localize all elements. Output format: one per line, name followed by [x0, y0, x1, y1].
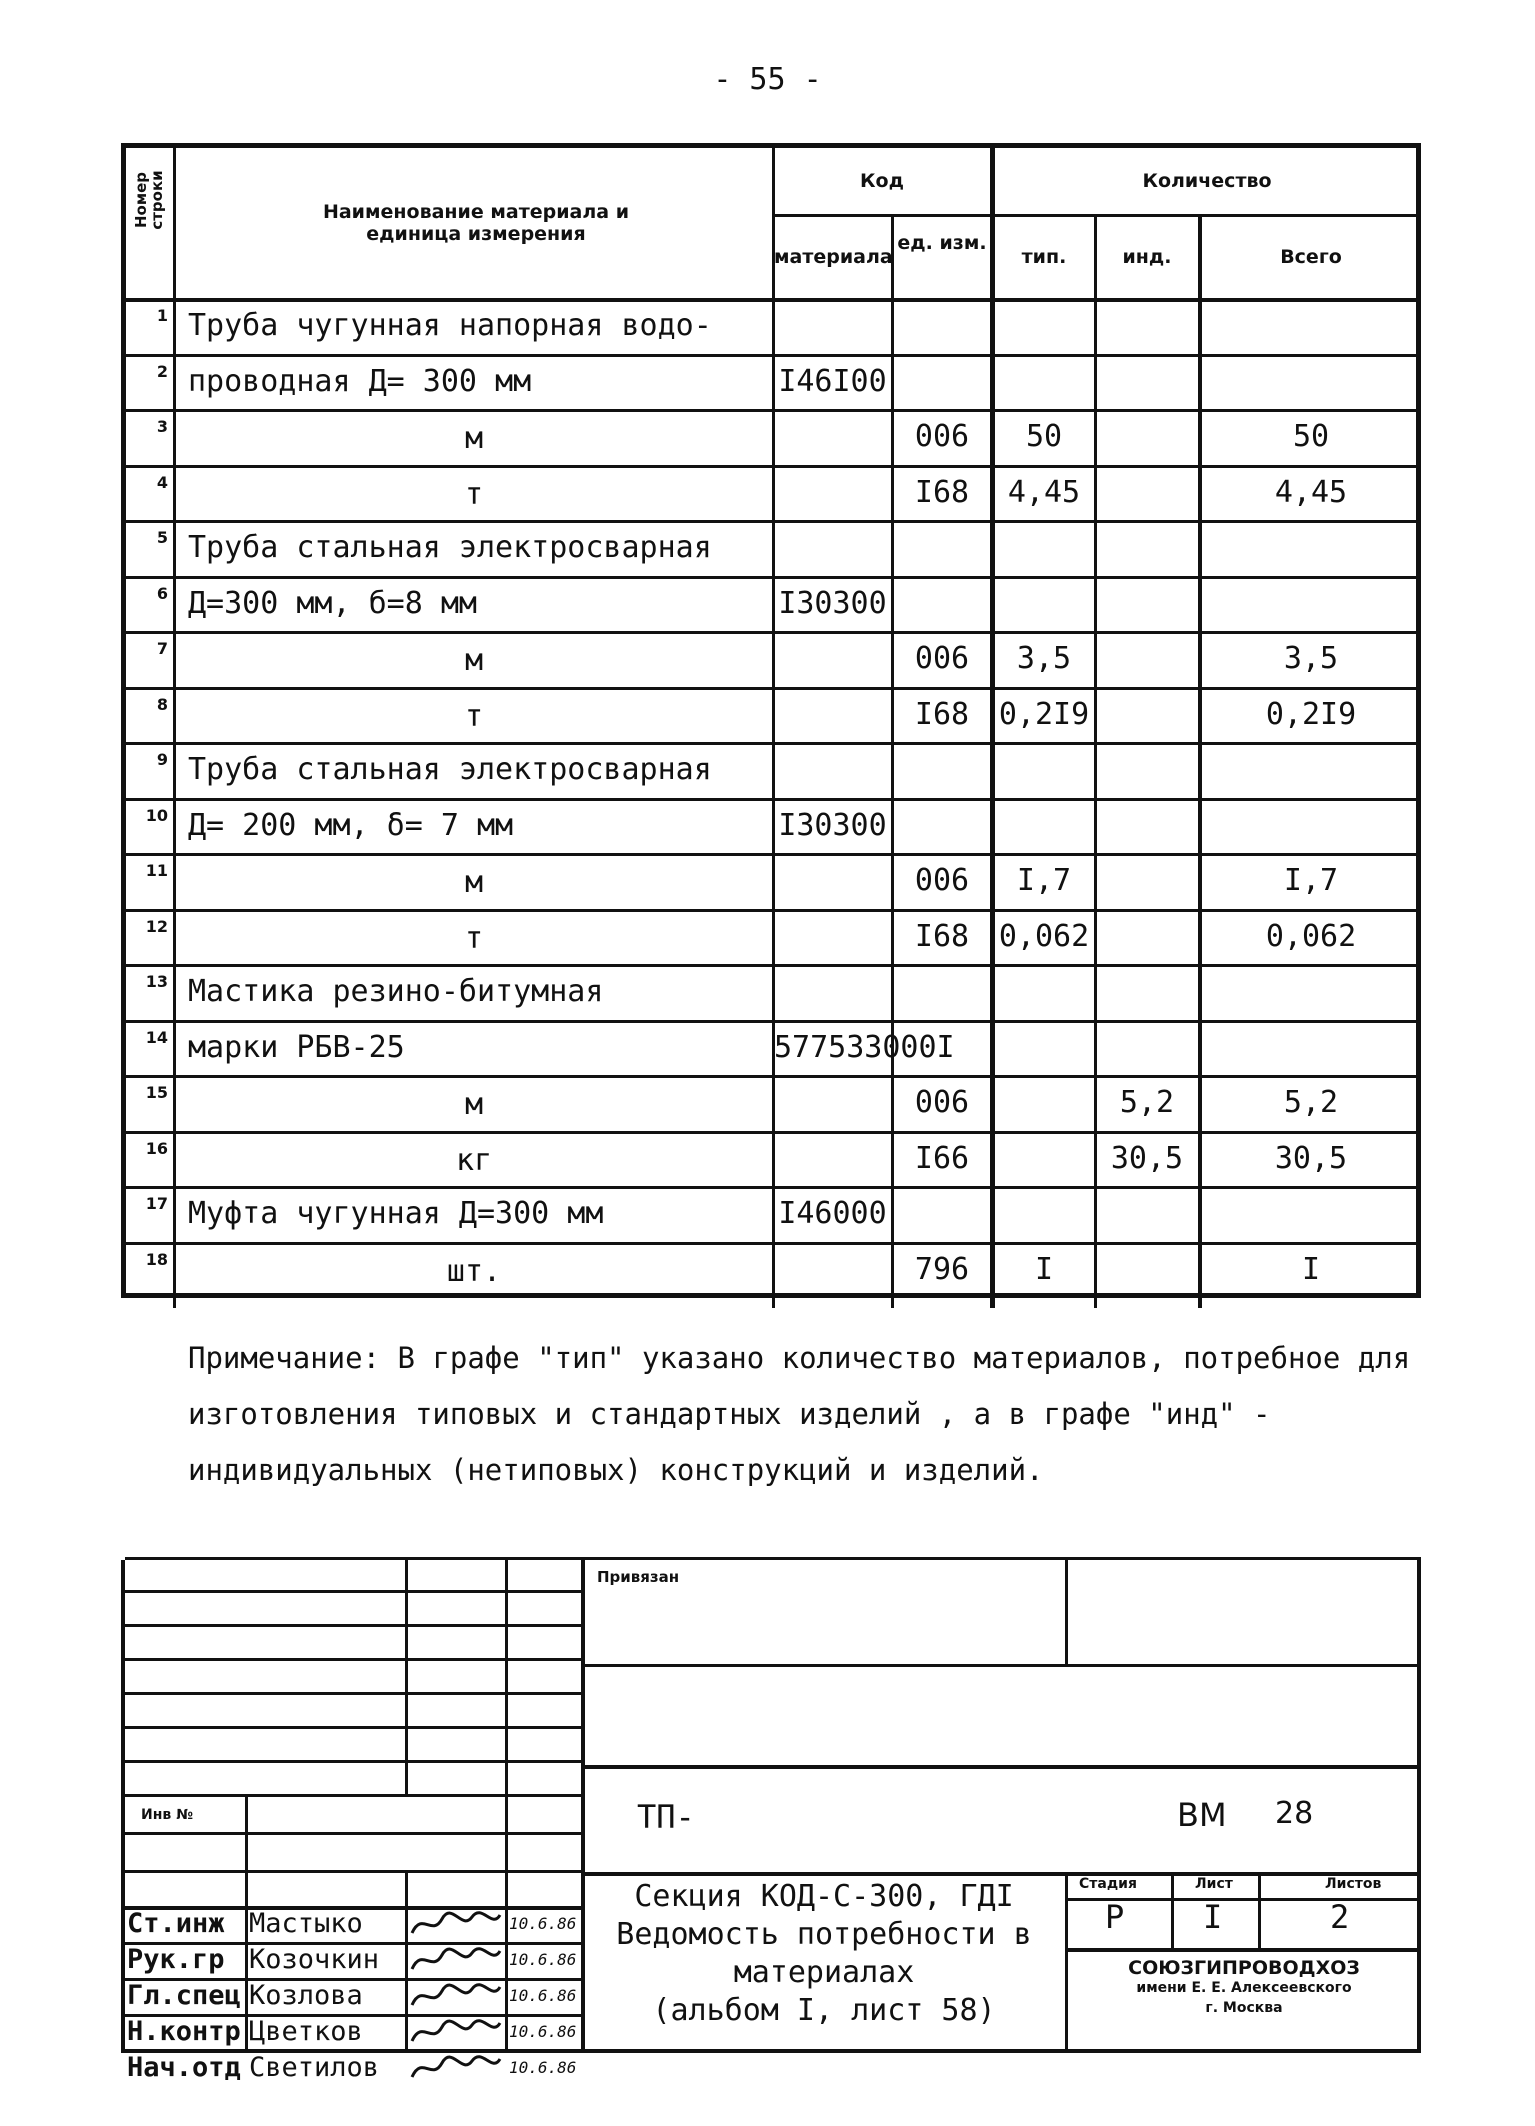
row-number: 2 [156, 361, 168, 381]
row-number: 14 [145, 1027, 168, 1047]
row-separator [126, 687, 1421, 690]
row-name: шт. [446, 1253, 502, 1289]
page-number: - 55 - [713, 62, 822, 97]
row-qty-total: 0,062 [1265, 918, 1357, 954]
note-text: Примечание: В графе "тип" указано количество материалов, потребное для изготовления типовых и стандартных изделий , а в графе "инд" - индивидуальных (нетиповых) конструкций и изделий. [188, 1341, 1411, 1487]
row-separator [126, 1131, 1421, 1134]
row-separator [126, 520, 1421, 523]
row-number: 13 [145, 972, 168, 991]
org-name: СОЮЗГИПРОВОДХОЗ [1128, 1957, 1360, 1979]
row-code: I46000 [778, 1196, 887, 1231]
signer-name: Светилов [249, 2052, 380, 2083]
row-qty-total: 0,2I9 [1265, 696, 1357, 732]
row-qty-typ: I,7 [1016, 863, 1072, 898]
row-separator [126, 909, 1421, 912]
document-title [585, 1878, 1063, 2030]
row-separator [126, 1075, 1421, 1078]
stage-label: Стадия [1079, 1876, 1137, 1892]
row-qty-typ: I [1034, 1251, 1054, 1287]
row-separator [126, 798, 1421, 801]
row-unit: I68 [914, 474, 970, 510]
row-number: 4 [156, 472, 168, 492]
row-code: 577533000I [774, 1029, 955, 1065]
signer-name: Мастыко [249, 1908, 363, 1939]
row-qty-total: I [1301, 1251, 1321, 1287]
header-qty-typ: тип. [1021, 246, 1067, 268]
sheet-value: I [1203, 1898, 1223, 1936]
row-separator [126, 576, 1421, 579]
sheets-value: 2 [1330, 1898, 1350, 1936]
row-separator [126, 354, 1421, 357]
header-code: Код [860, 170, 904, 192]
row-separator [126, 742, 1421, 745]
doc-code-mark: ВМ [1177, 1796, 1227, 1834]
row-name: Труба стальная электросварная [188, 530, 712, 565]
header-code-unit: ед. изм. [897, 232, 987, 254]
row-separator [126, 1186, 1421, 1189]
row-unit: I68 [914, 696, 970, 732]
row-name: м [464, 865, 484, 900]
row-separator [126, 409, 1421, 412]
inv-no-label: Инв № [141, 1807, 193, 1823]
row-number: 6 [156, 583, 168, 603]
title-block [121, 1560, 1421, 2083]
row-number: 10 [145, 805, 168, 825]
row-name: проводная Д= 300 мм [188, 363, 532, 399]
row-name: марки РБВ-25 [188, 1029, 405, 1065]
signature-mark [408, 1979, 504, 2013]
row-name: м [464, 643, 484, 678]
row-number: 12 [145, 916, 168, 936]
row-name: кг [455, 1142, 493, 1178]
stage-value: Р [1105, 1898, 1125, 1936]
header-name: Наименование материала и единица измерения [322, 201, 630, 245]
row-number: 17 [145, 1194, 168, 1213]
row-number: 15 [145, 1083, 168, 1102]
org-subtitle: имени Е. Е. Алексеевского [1136, 1980, 1352, 1996]
title-line-3: материалах [733, 1955, 915, 1990]
signer-date: 10.6.86 [509, 2058, 577, 2077]
row-name: Муфта чугунная Д=300 мм [188, 1196, 604, 1231]
row-separator [126, 631, 1421, 634]
row-name: Труба чугунная напорная водо- [188, 308, 712, 343]
row-qty-typ: 3,5 [1016, 641, 1072, 676]
row-unit: I68 [914, 918, 970, 954]
row-qty-total: I,7 [1283, 863, 1339, 898]
row-number: 8 [156, 694, 168, 714]
signer-date: 10.6.86 [509, 2022, 577, 2041]
bound-label: Привязан [597, 1568, 680, 1586]
header-row-no: Номер строки [132, 170, 166, 230]
row-name: Д= 200 мм, δ= 7 мм [188, 807, 514, 843]
materials-table [121, 143, 1421, 1298]
sheet-label: Лист [1195, 1876, 1233, 1892]
row-number: 5 [156, 528, 168, 547]
signer-name: Цветков [249, 2016, 363, 2047]
signer-role: Нач.отд [127, 2052, 241, 2083]
row-name: т [464, 698, 484, 734]
row-name: м [464, 1087, 484, 1122]
row-number: 16 [145, 1138, 168, 1158]
row-qty-typ: 50 [1025, 419, 1063, 454]
row-name: т [464, 476, 484, 512]
row-separator [126, 1242, 1421, 1245]
signer-date: 10.6.86 [509, 1986, 577, 2005]
row-unit: 006 [914, 419, 970, 454]
signature-mark [408, 2051, 504, 2085]
row-code: I30300 [778, 585, 887, 621]
organization [1069, 1958, 1419, 2018]
row-qty-typ: 0,062 [998, 918, 1090, 954]
signer-name: Козочкин [249, 1944, 380, 1975]
row-name: т [464, 920, 484, 956]
header-quantity: Количество [1142, 170, 1272, 192]
row-qty-total: 3,5 [1283, 641, 1339, 676]
row-name: Мастика резино-битумная [188, 974, 604, 1009]
row-number: 11 [145, 861, 168, 880]
row-unit: 006 [914, 863, 970, 898]
row-qty-total: 50 [1292, 419, 1330, 454]
row-number: 1 [156, 306, 168, 325]
row-separator [126, 1020, 1421, 1023]
signature-mark [408, 1943, 504, 1977]
doc-code-prefix: ТП- [637, 1798, 695, 1836]
row-qty-ind: 5,2 [1119, 1085, 1175, 1120]
row-number: 7 [156, 639, 168, 658]
row-qty-typ: 0,2I9 [998, 696, 1090, 732]
signature-mark [408, 2015, 504, 2049]
signer-role: Н.контр [127, 2016, 241, 2047]
row-unit: I66 [914, 1140, 970, 1176]
title-line-2: Ведомость потребности в [616, 1917, 1032, 1952]
title-line-1: Секция КОД-С-300, ГДI [634, 1879, 1014, 1914]
row-qty-total: 30,5 [1274, 1140, 1348, 1176]
row-code: I30300 [778, 807, 887, 843]
signer-role: Ст.инж [127, 1908, 225, 1939]
sheets-label: Листов [1325, 1876, 1382, 1892]
row-qty-ind: 30,5 [1110, 1140, 1184, 1176]
signature-mark [408, 1907, 504, 1941]
signer-date: 10.6.86 [509, 1950, 577, 1969]
row-number: 18 [145, 1249, 168, 1269]
row-separator [126, 964, 1421, 967]
row-number: 3 [156, 417, 168, 436]
row-number: 9 [156, 750, 168, 769]
row-unit: 796 [914, 1251, 970, 1287]
row-code: I46I00 [778, 363, 887, 399]
row-qty-typ: 4,45 [1007, 474, 1081, 510]
doc-code-number: 28 [1275, 1796, 1314, 1831]
header-code-material: материала [774, 246, 893, 268]
row-unit: 006 [914, 1085, 970, 1120]
header-qty-ind: инд. [1122, 246, 1172, 268]
row-separator [126, 853, 1421, 856]
signer-role: Гл.спец [127, 1980, 241, 2011]
row-qty-total: 4,45 [1274, 474, 1348, 510]
row-name: Д=300 мм, б=8 мм [188, 585, 477, 621]
signer-date: 10.6.86 [509, 1914, 577, 1933]
row-name: Труба стальная электросварная [188, 752, 712, 787]
signer-role: Рук.гр [127, 1944, 225, 1975]
signer-name: Козлова [249, 1980, 363, 2011]
org-city: г. Москва [1205, 2000, 1283, 2016]
title-line-4: (альбом I, лист 58) [652, 1993, 996, 2028]
row-name: м [464, 421, 484, 456]
row-qty-total: 5,2 [1283, 1085, 1339, 1120]
header-qty-total: Всего [1280, 246, 1342, 268]
row-separator [126, 465, 1421, 468]
row-unit: 006 [914, 641, 970, 676]
